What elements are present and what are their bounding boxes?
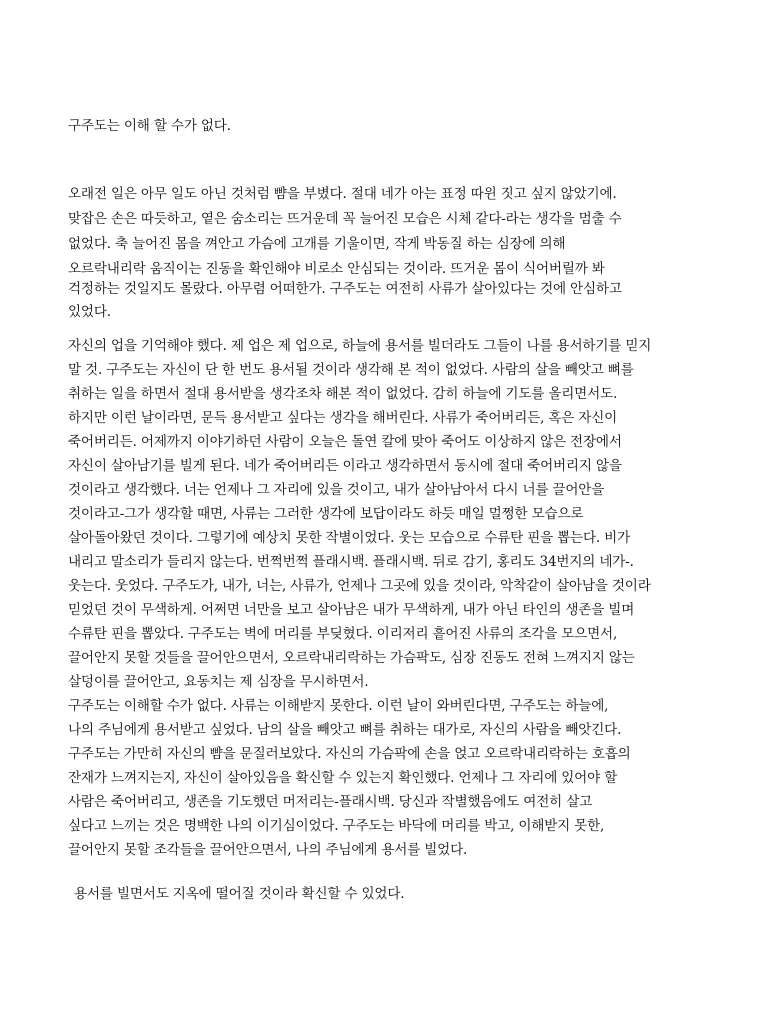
- paragraph-line: 취하는 일을 하면서 절대 용서받을 생각조차 해본 적이 없었다. 감히 하늘에 기도를 올리면서도.: [68, 386, 618, 402]
- paragraph-line: 싶다고 느끼는 것은 명백한 나의 이기심이었다. 구주도는 바닥에 머리를 박고, 이해받지 못한,: [68, 818, 605, 834]
- paragraph-line: 끌어안지 못할 조각들을 끌어안으면서, 나의 주님에게 용서를 빌었다.: [68, 842, 468, 858]
- paragraph-line: 없었다. 축 늘어진 몸을 껴안고 가슴에 고개를 기울이면, 작게 박동질 하는 심장에 의해: [68, 236, 566, 252]
- paragraph-line: 자신이 살아남기를 빌게 된다. 네가 죽어버리든 이라고 생각하면서 동시에 절대 죽어버리지 않을: [68, 458, 622, 474]
- paragraph-line: 것이라고-그가 생각할 때면, 사류는 그러한 생각에 보답이라도 하듯 매일 멀쩡한 모습으로: [68, 506, 584, 522]
- paragraph-line: 오르락내리락 움직이는 진동을 확인해야 비로소 안심되는 것이라. 뜨거운 몸이 식어버릴까 봐: [68, 261, 605, 277]
- paragraph-line: 구주도는 가만히 자신의 뺨을 문질러보았다. 자신의 가슴팍에 손을 얹고 오르락내리락하는 호흡의: [68, 746, 631, 762]
- paragraph-line: 맞잡은 손은 따듯하고, 옅은 숨소리는 뜨거운데 꼭 늘어진 모습은 시체 같다-라는 생각을 멈출 수: [68, 211, 622, 227]
- paragraph-line: 걱정하는 것일지도 몰랐다. 아무렴 어떠한가. 구주도는 여전히 사류가 살아있다는 것에 안심하고: [68, 281, 622, 297]
- paragraph-line: 있었다.: [68, 304, 111, 320]
- closing-line: 용서를 빌면서도 지옥에 떨어질 것이라 확신할 수 있었다.: [74, 886, 405, 902]
- paragraph-line: 내리고 말소리가 들리지 않는다. 번쩍번쩍 플래시백. 플래시백. 뒤로 감기, 홍리도 34번지의 네가-.: [68, 554, 634, 570]
- paragraph-line: 사람은 죽어버리고, 생존을 기도했던 머저리는-플래시백. 당신과 작별했음에도 여전히 살고: [68, 794, 593, 810]
- paragraph-line: 끌어안지 못할 것들을 끌어안으면서, 오르락내리락하는 가슴팍도, 심장 진동도 전혀 느껴지지 않는: [68, 650, 635, 666]
- title-line: 구주도는 이해 할 수가 없다.: [68, 118, 231, 134]
- paragraph-line: 나의 주님에게 용서받고 싶었다. 남의 살을 빼앗고 뼈를 취하는 대가로, 자신의 사람을 빼앗긴다.: [68, 722, 622, 738]
- paragraph-line: 웃는다. 웃었다. 구주도가, 내가, 너는, 사류가, 언제나 그곳에 있을 것이라, 악착같이 살아남을 것이라: [68, 578, 651, 594]
- paragraph-line: 죽어버리든. 어제까지 이야기하던 사람이 오늘은 돌연 칼에 맞아 죽어도 이상하지 않은 전장에서: [68, 434, 622, 450]
- paragraph-line: 구주도는 이해할 수가 없다. 사류는 이해받지 못한다. 이런 날이 와버린다면, 구주도는 하늘에,: [68, 698, 609, 714]
- paragraph-line: 잔재가 느껴지는지, 자신이 살아있음을 확신할 수 있는지 확인했다. 언제나 그 자리에 있어야 할: [68, 770, 618, 786]
- paragraph-line: 하지만 이런 날이라면, 문득 용서받고 싶다는 생각을 해버린다. 사류가 죽어버리든, 혹은 자신이: [68, 410, 618, 426]
- paragraph-line: 살아돌아왔던 것이다. 그렇기에 예상치 못한 작별이었다. 웃는 모습으로 수류탄 핀을 뽑는다. 비가: [68, 530, 631, 546]
- paragraph-line: 살덩이를 끌어안고, 요동치는 제 심장을 무시하면서.: [68, 674, 369, 690]
- paragraph-line: 오래전 일은 아무 일도 아닌 것처럼 뺨을 부볐다. 절대 네가 아는 표정 따윈 짓고 싶지 않았기에.: [68, 186, 617, 202]
- paragraph-line: 자신의 업을 기억해야 했다. 제 업은 제 업으로, 하늘에 용서를 빌더라도 그들이 나를 용서하기를 믿지: [68, 338, 652, 354]
- paragraph-line: 믿었던 것이 무색하게. 어쩌면 너만을 보고 살아남은 내가 무색하게, 내가 아닌 타인의 생존을 빌며: [68, 602, 635, 618]
- paragraph-line: 것이라고 생각했다. 너는 언제나 그 자리에 있을 것이고, 내가 살아남아서 다시 너를 끌어안을: [68, 482, 605, 498]
- paragraph-line: 수류탄 핀을 뽑았다. 구주도는 벽에 머리를 부딪혔다. 이리저리 흩어진 사류의 조각을 모으면서,: [68, 626, 618, 642]
- paragraph-line: 말 것. 구주도는 자신이 단 한 번도 용서될 것이라 생각해 본 적이 없었다. 사람의 살을 빼앗고 뼈를: [68, 362, 634, 378]
